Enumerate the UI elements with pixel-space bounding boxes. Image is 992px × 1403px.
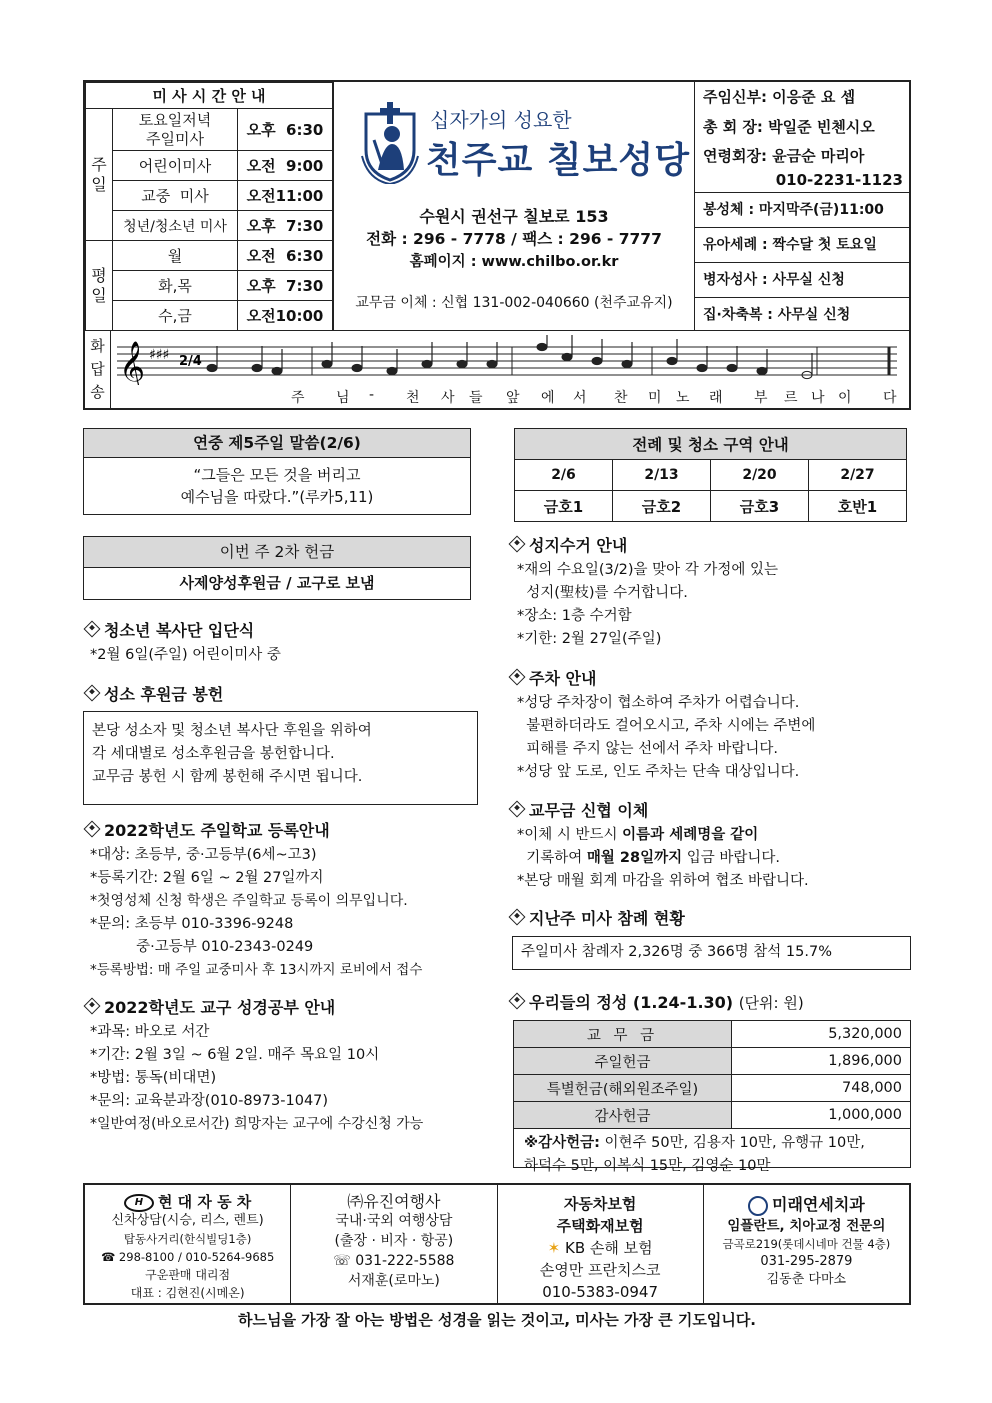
word-box bbox=[83, 428, 471, 515]
note-head bbox=[322, 360, 332, 367]
palm-line: *장소: 1층 수거함 bbox=[517, 608, 632, 624]
church-homepage[interactable]: 홈페이지 : www.chilbo.or.kr bbox=[409, 254, 619, 270]
transfer-emphasis: 매월 28일까지 bbox=[586, 850, 683, 866]
lyric-syllable: 천 bbox=[406, 390, 420, 406]
cleaning-date: 2/6 bbox=[515, 460, 613, 491]
hymn-score bbox=[117, 335, 907, 385]
ad-line: 신차상담(시승, 리스, 렌트) bbox=[111, 1212, 264, 1228]
note-head bbox=[592, 357, 602, 364]
ad-line: ☎ 298-8100 / 010-5264-9685 bbox=[100, 1249, 275, 1264]
ad-line: 손영만 프란치스코 bbox=[539, 1261, 661, 1279]
diamond-bullet-icon bbox=[84, 998, 101, 1015]
palm-line: 성지(聖枝)를 수거합니다. bbox=[517, 585, 688, 601]
sick-info: 병자성사 : 사무실 신청 bbox=[695, 263, 909, 298]
transfer-text: 입금 바랍니다. bbox=[682, 850, 780, 866]
key-signature-icon: ♯♯♯ bbox=[149, 347, 170, 363]
attendance-section bbox=[511, 906, 685, 929]
school-line: *대상: 초등부, 중·고등부(6세~고3) bbox=[90, 847, 317, 863]
header-box bbox=[83, 80, 911, 410]
ad-travel bbox=[291, 1185, 497, 1303]
transfer-text: *이체 시 반드시 bbox=[517, 827, 623, 843]
note-head bbox=[352, 364, 362, 371]
union-president: 연령회장: 윤금순 마리아 bbox=[703, 147, 865, 165]
transfer-line: *본당 매월 회계 마감을 위하여 협조 바랍니다. bbox=[517, 873, 809, 889]
school-line: *등록기간: 2월 6일 ~ 2월 27일까지 bbox=[90, 870, 324, 886]
diamond-bullet-icon bbox=[509, 801, 526, 818]
attendance-content: 주일미사 참례자 2,326명 중 366명 참석 15.7% bbox=[521, 944, 832, 960]
offering-unit: (단위: 원) bbox=[738, 994, 804, 1012]
school-section bbox=[86, 818, 422, 982]
mass-time: 오전 6:30 bbox=[238, 241, 333, 271]
thanks-line: 하덕수 5만, 이복식 15만, 김영순 10만 bbox=[524, 1158, 771, 1174]
ad-line: 대표 : 김현진(시메온) bbox=[130, 1285, 245, 1300]
bible-line: *기간: 2월 3일 ~ 6월 2일. 매주 목요일 10시 bbox=[90, 1047, 380, 1063]
cleaning-group: 호반1 bbox=[809, 491, 907, 522]
school-line: *등록방법: 매 주일 교중미사 후 13시까지 로비에서 접수 bbox=[90, 962, 423, 978]
parking-line: 불편하더라도 걸어오시고, 주차 시에는 주변에 bbox=[517, 718, 816, 734]
section-title: 우리들의 정성 bbox=[529, 993, 628, 1012]
lyric-syllable: 서 bbox=[573, 390, 587, 406]
blessing-info: 집·차축복 : 사무실 신청 bbox=[703, 307, 851, 323]
diamond-bullet-icon bbox=[84, 821, 101, 838]
ad-line: KB 손해 보험 bbox=[564, 1239, 653, 1257]
lyric-syllable: 이 bbox=[838, 390, 852, 406]
note-head bbox=[727, 364, 737, 371]
diamond-bullet-icon bbox=[84, 685, 101, 702]
section-title: 성소 후원금 봉헌 bbox=[104, 685, 224, 704]
cleaning-group: 금호3 bbox=[711, 491, 809, 522]
offering-label: 특별헌금(해외원조주일) bbox=[514, 1075, 732, 1102]
transfer-section bbox=[511, 798, 809, 893]
lyric-syllable: 주 bbox=[291, 390, 305, 406]
time-signature: 2/4 bbox=[179, 354, 202, 369]
mass-name: 어린이미사 bbox=[113, 151, 238, 181]
cleaning-date: 2/13 bbox=[613, 460, 711, 491]
ad-line: 031-295-2879 bbox=[760, 1254, 853, 1269]
cleaning-date: 2/20 bbox=[711, 460, 809, 491]
bible-line: *문의: 교육분과장(010-8973-1047) bbox=[90, 1093, 329, 1109]
ad-line: 임플란트, 치아교정 전문의 bbox=[727, 1218, 886, 1234]
hymn-lyrics bbox=[111, 385, 909, 407]
lyric-syllable: 에 bbox=[541, 390, 555, 406]
section-title: 청소년 복사단 입단식 bbox=[104, 621, 255, 640]
mass-schedule-table bbox=[85, 82, 333, 331]
bible-line: *방법: 통독(비대면) bbox=[90, 1070, 217, 1086]
school-line: 중·고등부 010-2343-0249 bbox=[90, 939, 314, 955]
school-line: *첫영성체 신청 학생은 주일학교 등록이 의무입니다. bbox=[90, 893, 408, 909]
ad-line: 금곡로219(롯데시네마 건물 4층) bbox=[722, 1237, 891, 1251]
section-title: 주차 안내 bbox=[529, 669, 597, 688]
lyric-syllable: 다 bbox=[883, 390, 897, 406]
offering-table bbox=[514, 1021, 910, 1129]
bible-section bbox=[86, 995, 423, 1136]
support-line: 본당 성소자 및 청소년 복사단 후원을 위하여 bbox=[92, 723, 372, 739]
palm-line: *재의 수요일(3/2)을 맞아 각 가정에 있는 bbox=[517, 562, 779, 578]
church-name: 천주교 칠보성당 bbox=[426, 140, 690, 181]
mass-title: 미 사 시 간 안 내 bbox=[86, 83, 333, 109]
ad-brand: 현 대 자 동 차 bbox=[157, 1193, 252, 1211]
mass-name: 토요일저녁 주일미사 bbox=[113, 109, 238, 151]
union-phone: 010-2231-1123 bbox=[695, 170, 909, 193]
lyric-syllable: - bbox=[369, 387, 375, 403]
ad-line: (출장 · 비자 · 항공) bbox=[334, 1233, 454, 1249]
note-head bbox=[667, 357, 677, 364]
note-head bbox=[537, 343, 547, 350]
palm-section bbox=[511, 533, 778, 651]
offering-label: 주일헌금 bbox=[514, 1048, 732, 1075]
diamond-bullet-icon bbox=[509, 536, 526, 553]
bible-line: *과목: 바오로 서간 bbox=[90, 1024, 210, 1040]
offering-value: 5,320,000 bbox=[732, 1021, 911, 1048]
parking-line: *성당 주차장이 협소하여 주차가 어렵습니다. bbox=[517, 695, 800, 711]
ad-line: 김동춘 다마소 bbox=[766, 1272, 847, 1287]
church-subtitle: 십자가의 성요한 bbox=[430, 108, 572, 132]
word-line: “그들은 모든 것을 버리고 bbox=[193, 466, 361, 484]
section-title: 교무금 신협 이체 bbox=[529, 801, 649, 820]
treble-clef-icon: 𝄞 bbox=[119, 341, 146, 385]
church-logo-icon bbox=[358, 100, 422, 184]
mass-name: 수,금 bbox=[113, 301, 238, 331]
ad-dental bbox=[704, 1185, 909, 1303]
school-line: *문의: 초등부 010-3396-9248 bbox=[90, 916, 294, 932]
lyric-syllable: 들 bbox=[469, 390, 483, 406]
word-title: 연중 제5주일 말씀(2/6) bbox=[84, 429, 470, 458]
diamond-bullet-icon bbox=[509, 993, 526, 1010]
transfer-emphasis: 이름과 세례명을 같이 bbox=[622, 827, 759, 843]
account-info: 교무금 이체 : 신협 131-002-040660 (천주교유지) bbox=[355, 295, 673, 311]
cleaning-date: 2/27 bbox=[809, 460, 907, 491]
note-head bbox=[487, 360, 497, 367]
support-box bbox=[83, 711, 478, 805]
hyundai-logo-icon: H bbox=[124, 1194, 154, 1212]
offering-box bbox=[513, 1020, 911, 1174]
palm-line: *기한: 2월 27일(주일) bbox=[517, 631, 662, 647]
note-head bbox=[757, 367, 767, 374]
mass-name: 화,목 bbox=[113, 271, 238, 301]
parking-line: 피해를 주지 않는 선에서 주차 바랍니다. bbox=[517, 741, 778, 757]
altar-line: *2월 6일(주일) 어린이미사 중 bbox=[90, 647, 281, 663]
lyric-syllable: 님 bbox=[336, 390, 350, 406]
tooth-logo-icon bbox=[748, 1196, 768, 1216]
section-title: 2022학년도 교구 성경공부 안내 bbox=[104, 998, 336, 1017]
adoration-info: 봉성체 : 마지막주(금)11:00 bbox=[695, 193, 909, 228]
word-line: 예수님을 따랐다.”(루카5,11) bbox=[180, 488, 374, 506]
section-title: 지난주 미사 참례 현황 bbox=[529, 909, 685, 928]
mass-name: 교중 미사 bbox=[113, 181, 238, 211]
council-president: 총 회 장: 박일준 빈첸시오 bbox=[703, 118, 875, 136]
star-icon: ✶ bbox=[547, 1239, 561, 1257]
hymn-row bbox=[85, 330, 909, 409]
attendance-box bbox=[512, 936, 911, 970]
pastor: 주임신부: 이응준 요 셉 bbox=[703, 88, 856, 106]
ad-line: 주택화재보험 bbox=[556, 1217, 644, 1235]
mass-name: 월 bbox=[113, 241, 238, 271]
note-head bbox=[457, 360, 467, 367]
ad-line: 탑동사거리(한식빌딩1층) bbox=[123, 1231, 252, 1246]
offering-value: 1,896,000 bbox=[732, 1048, 911, 1075]
cleaning-group: 금호2 bbox=[613, 491, 711, 522]
church-phone: 전화 : 296 - 7778 / 팩스 : 296 - 7777 bbox=[366, 230, 662, 248]
ads-row bbox=[83, 1183, 911, 1305]
ad-brand: ㈜유진여행사 bbox=[347, 1192, 441, 1211]
bible-line: *일반여정(바오로서간) 희망자는 교구에 수강신청 가능 bbox=[90, 1116, 424, 1132]
sunday-label: 주 일 bbox=[86, 109, 113, 241]
support-section bbox=[86, 682, 223, 705]
staff-info bbox=[695, 82, 909, 330]
ad-brand: 미래연세치과 bbox=[772, 1195, 865, 1214]
lyric-syllable: 나 bbox=[811, 390, 825, 406]
transfer-text: 기록하여 bbox=[517, 850, 587, 866]
diamond-bullet-icon bbox=[84, 621, 101, 638]
mass-name: 청년/청소년 미사 bbox=[113, 211, 238, 241]
footer-quote: 하느님을 가장 잘 아는 방법은 성경을 읽는 것이고, 미사는 가장 큰 기도입니다. bbox=[237, 1311, 757, 1329]
cleaning-table bbox=[514, 428, 907, 522]
mass-time: 오후 6:30 bbox=[238, 109, 333, 151]
lyric-syllable: 래 bbox=[709, 390, 723, 406]
second-collection-content: 사제양성후원금 / 교구로 보냄 bbox=[179, 574, 375, 592]
church-address: 수원시 권선구 칠보로 153 bbox=[419, 207, 609, 226]
lyric-syllable: 앞 bbox=[506, 390, 520, 406]
baptism-info: 유아세례 : 짝수달 첫 토요일 bbox=[695, 228, 909, 263]
ad-line: 국내·국외 여행상담 bbox=[335, 1213, 453, 1229]
note-head bbox=[207, 364, 217, 371]
note-head bbox=[562, 353, 572, 360]
ad-line: 구운판매 대리점 bbox=[145, 1267, 231, 1282]
lyric-syllable: 미 bbox=[648, 390, 662, 406]
mass-time: 오후 7:30 bbox=[238, 271, 333, 301]
parking-section bbox=[511, 666, 815, 784]
note-head bbox=[622, 360, 632, 367]
lyric-syllable: 찬 bbox=[614, 390, 628, 406]
ad-line: 서재훈(로마노) bbox=[347, 1273, 440, 1289]
ad-insurance bbox=[498, 1185, 704, 1303]
ad-line: ☏ 031-222-5588 bbox=[333, 1253, 455, 1269]
second-collection-title: 이번 주 2차 헌금 bbox=[84, 537, 470, 568]
altar-section bbox=[86, 618, 281, 667]
offering-value: 748,000 bbox=[732, 1075, 911, 1102]
weekday-label: 평 일 bbox=[86, 241, 113, 331]
offering-value: 1,000,000 bbox=[732, 1102, 911, 1129]
offering-label: 교 무 금 bbox=[514, 1021, 732, 1048]
mass-time: 오후 7:30 bbox=[238, 211, 333, 241]
offering-label: 감사헌금 bbox=[514, 1102, 732, 1129]
note-head bbox=[252, 364, 262, 371]
ad-brand: 자동차보험 bbox=[563, 1195, 637, 1213]
mass-time: 오전 9:00 bbox=[238, 151, 333, 181]
second-collection-box bbox=[83, 536, 471, 600]
support-line: 교무금 봉헌 시 함께 봉헌해 주시면 됩니다. bbox=[92, 769, 363, 785]
church-info bbox=[333, 82, 695, 330]
mass-time: 오전11:00 bbox=[238, 181, 333, 211]
diamond-bullet-icon bbox=[509, 669, 526, 686]
lyric-syllable: 사 bbox=[441, 390, 455, 406]
thanks-line: 이현주 50만, 김용자 10만, 유행규 10만, bbox=[599, 1135, 865, 1151]
cleaning-group: 금호1 bbox=[515, 491, 613, 522]
lyric-syllable: 르 bbox=[784, 390, 798, 406]
ad-line: 010-5383-0947 bbox=[542, 1283, 659, 1301]
note-head bbox=[387, 367, 397, 374]
offering-section bbox=[511, 990, 804, 1013]
mass-time: 오전10:00 bbox=[238, 301, 333, 331]
support-line: 각 세대별로 성소후원금을 봉헌합니다. bbox=[92, 746, 335, 762]
note-head bbox=[272, 367, 282, 374]
note-head bbox=[422, 360, 432, 367]
hymn-label: 화 답 송 bbox=[85, 331, 111, 409]
parking-line: *성당 앞 도로, 인도 주차는 단속 대상입니다. bbox=[517, 764, 800, 780]
section-title: 성지수거 안내 bbox=[529, 536, 628, 555]
thanks-label: ※감사헌금: bbox=[524, 1135, 600, 1151]
offering-period: (1.24-1.30) bbox=[632, 993, 734, 1012]
section-title: 2022학년도 주일학교 등록안내 bbox=[104, 821, 330, 840]
cleaning-title: 전례 및 청소 구역 안내 bbox=[515, 429, 907, 460]
lyric-syllable: 노 bbox=[676, 390, 690, 406]
ad-hyundai bbox=[85, 1185, 291, 1303]
lyric-syllable: 부 bbox=[754, 390, 768, 406]
note-head bbox=[697, 364, 707, 371]
diamond-bullet-icon bbox=[509, 909, 526, 926]
